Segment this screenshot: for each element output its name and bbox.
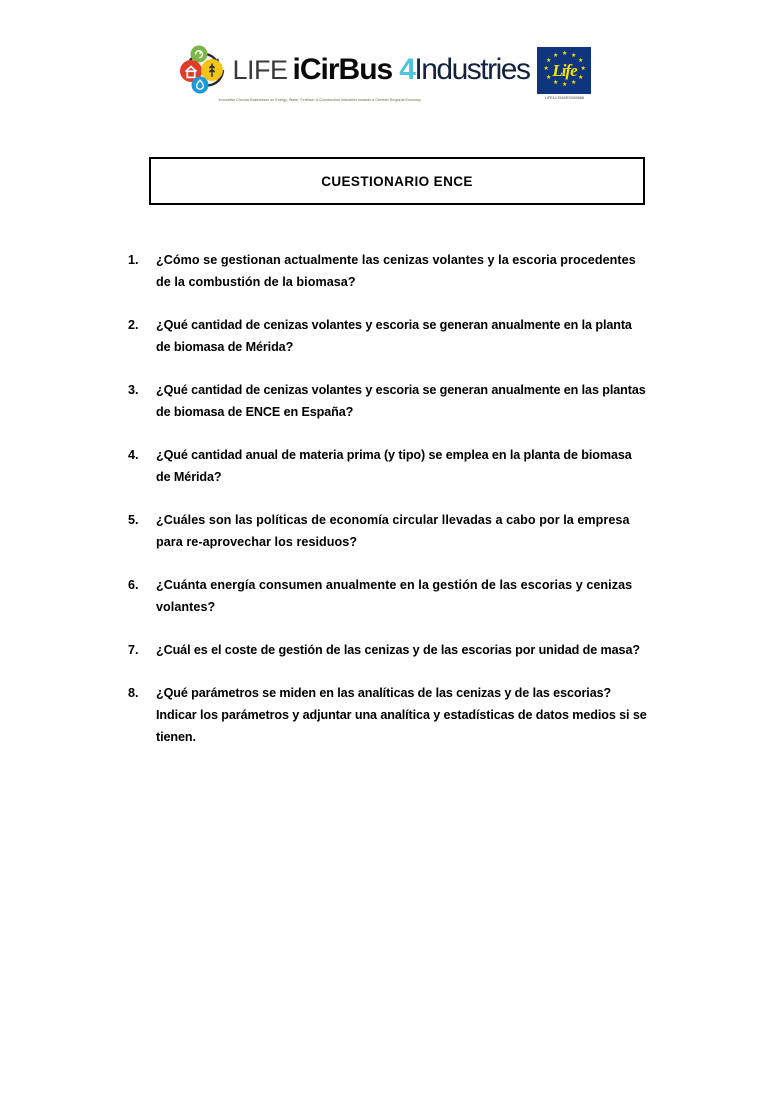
question-item xyxy=(128,249,648,293)
question-number: 4. xyxy=(128,448,139,462)
question-text: ¿Cuál es el coste de gestión de las cenizas y de las escorias por unidad de masa? xyxy=(156,643,640,657)
question-item xyxy=(128,682,648,748)
page-title: CUESTIONARIO ENCE xyxy=(321,173,473,189)
question-item xyxy=(128,314,648,358)
eu-flag-icon: ★ ★ ★ ★ ★ ★ ★ ★ ★ ★ ★ ★ Life xyxy=(537,47,591,94)
question-text: ¿Qué cantidad de cenizas volantes y escoria se generan anualmente en la planta de biomasa de Mérida? xyxy=(156,318,632,354)
question-number: 5. xyxy=(128,513,139,527)
question-item xyxy=(128,509,648,553)
questionnaire-list xyxy=(128,249,648,769)
question-number: 3. xyxy=(128,383,139,397)
title-box xyxy=(149,157,645,205)
question-number: 1. xyxy=(128,253,139,267)
question-item xyxy=(128,444,648,488)
question-text: ¿Qué cantidad de cenizas volantes y escoria se generan anualmente en las plantas de biomasa de ENCE en España? xyxy=(156,383,646,419)
question-text: ¿Cómo se gestionan actualmente las cenizas volantes y la escoria procedentes de la combustión de la biomasa? xyxy=(156,253,636,289)
question-text: ¿Cuánta energía consumen anualmente en la gestión de las escorias y cenizas volantes? xyxy=(156,578,633,614)
logo-word-life: LIFE xyxy=(232,55,288,85)
question-item xyxy=(128,639,648,661)
life-icirbus-logo xyxy=(177,44,530,103)
question-text: ¿Qué parámetros se miden en las analíticas de las cenizas y de las escorias? Indicar los parámetros y adjuntar una analítica y estadísticas de datos medios si se tienen. xyxy=(156,686,647,744)
logo-word-industries: Industries xyxy=(414,53,530,86)
question-number: 8. xyxy=(128,686,139,700)
question-number: 6. xyxy=(128,578,139,592)
eu-life-badge xyxy=(537,47,591,101)
document-header xyxy=(0,44,768,108)
question-number: 7. xyxy=(128,643,139,657)
eu-project-code: LIFE14 ENV/ES/000688 xyxy=(545,96,584,100)
question-item xyxy=(128,574,648,618)
question-text: ¿Qué cantidad anual de materia prima (y tipo) se emplea en la planta de biomasa de Mérida? xyxy=(156,448,632,484)
logo-lockup xyxy=(177,44,592,103)
question-item xyxy=(128,379,648,423)
logo-tagline: Innovative Circular Businesses on Energy, Water, Fertilizer & Construction Industries towards a Greener Regional Economy xyxy=(218,98,421,102)
logo-word-four: 4 xyxy=(399,53,415,86)
logo-wordmark xyxy=(233,53,530,87)
logo-word-icirbus: iCirBus xyxy=(292,53,393,86)
eu-life-script-text: Life xyxy=(552,60,577,80)
circular-economy-marks-icon xyxy=(177,44,235,96)
question-number: 2. xyxy=(128,318,139,332)
question-text: ¿Cuáles son las políticas de economía circular llevadas a cabo por la empresa para re-aprovechar los residuos? xyxy=(156,513,630,549)
logo-row xyxy=(177,44,530,96)
